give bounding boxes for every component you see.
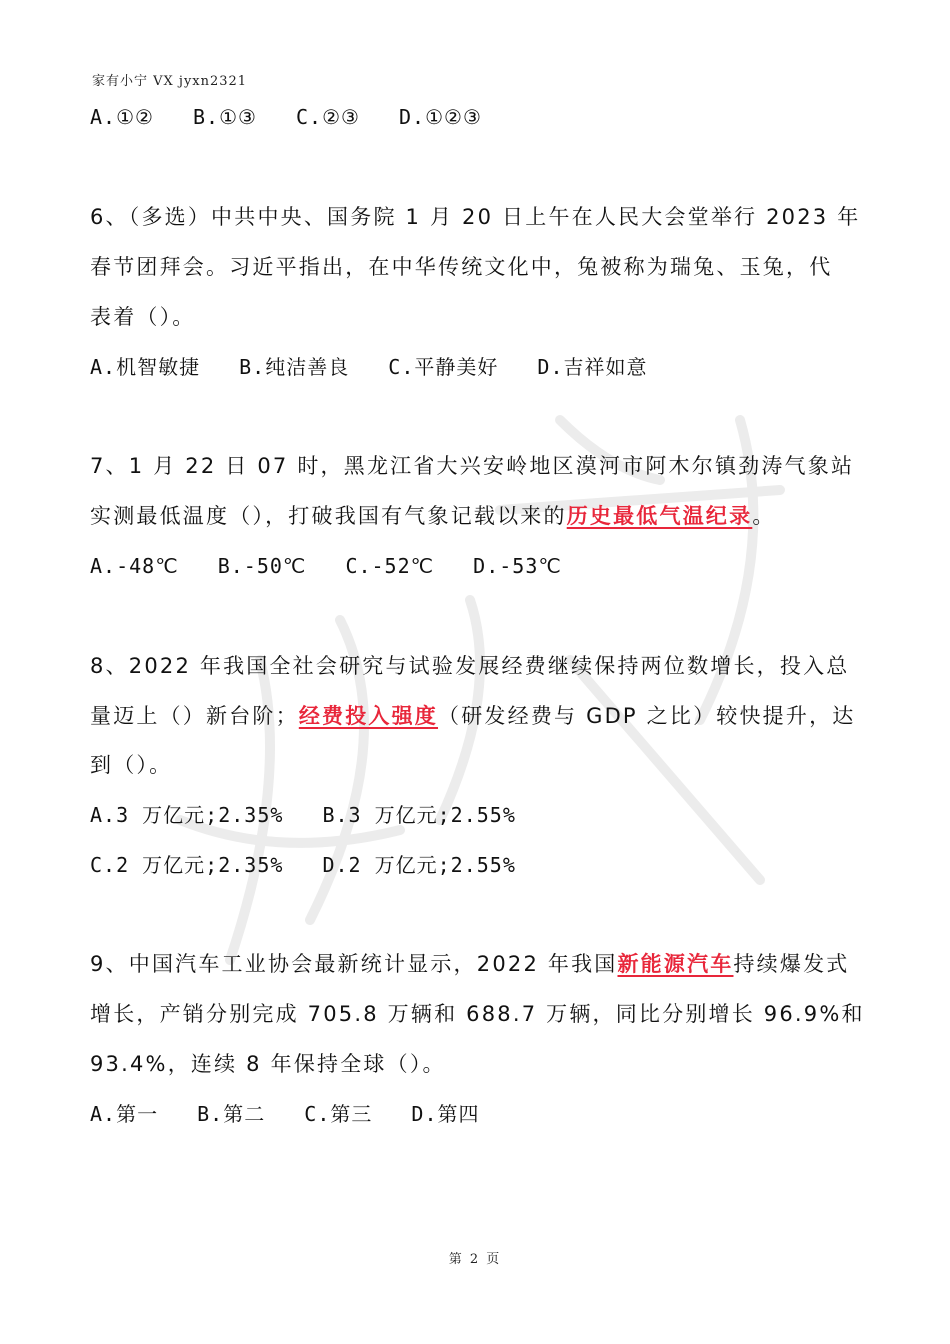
q5-option-d: D.①②③ — [399, 105, 482, 129]
q8-line-2-end: （研发经费与 GDP 之比）较快提升，达 — [438, 704, 856, 728]
q7-option-b: B.-50℃ — [217, 554, 307, 578]
q6-option-c: C.平静美好 — [388, 355, 499, 379]
q8-option-c: C.2 万亿元;2.35% — [90, 853, 284, 877]
header-note: 家有小宁 VX jyxn2321 — [92, 74, 248, 89]
q9-options — [90, 1101, 506, 1127]
q8-options-row-2 — [90, 852, 542, 878]
q7-line-2 — [90, 503, 776, 529]
q9-line-1-text: 9、中国汽车工业协会最新统计显示，2022 年我国 — [90, 952, 618, 976]
q5-option-c: C.②③ — [296, 105, 360, 129]
q7-option-a: A.-48℃ — [90, 554, 179, 578]
q7-highlight: 历史最低气温纪录 — [566, 504, 753, 528]
q6-option-d: D.吉祥如意 — [537, 355, 648, 379]
q7-line-1: 7、1 月 22 日 07 时，黑龙江省大兴安岭地区漠河市阿木尔镇劲涛气象站 — [90, 454, 855, 478]
q8-line-2-text: 量迈上（）新台阶； — [90, 704, 299, 728]
q9-highlight: 新能源汽车 — [617, 952, 734, 976]
q9-option-b: B.第二 — [197, 1102, 266, 1126]
q9-line-1-end: 持续爆发式 — [733, 952, 850, 976]
q6-line-3: 表着（）。 — [90, 305, 196, 329]
q7-line-2-end: 。 — [752, 504, 776, 528]
q8-options-row-1 — [90, 802, 542, 828]
q9-option-c: C.第三 — [304, 1102, 373, 1126]
q8-line-2 — [90, 703, 855, 729]
q6-option-b: B.纯洁善良 — [239, 355, 350, 379]
q9-line-2: 增长，产销分别完成 705.8 万辆和 688.7 万辆，同比分别增长 96.9%和 — [90, 1002, 865, 1026]
q9-option-d: D.第四 — [411, 1102, 480, 1126]
q8-option-a: A.3 万亿元;2.35% — [90, 803, 284, 827]
q6-options — [90, 354, 674, 380]
q6-line-1: 6、（多选）中共中央、国务院 1 月 20 日上午在人民大会堂举行 2023 年 — [90, 205, 861, 229]
q5-option-b: B.①③ — [193, 105, 257, 129]
q8-option-b: B.3 万亿元;2.55% — [322, 803, 516, 827]
q9-line-1 — [90, 951, 849, 977]
q8-highlight: 经费投入强度 — [298, 704, 439, 728]
q6-option-a: A.机智敏捷 — [90, 355, 201, 379]
page-number: 第 2 页 — [448, 1252, 502, 1267]
q8-line-3: 到（）。 — [90, 753, 173, 777]
q7-options — [90, 553, 588, 579]
q8-line-1: 8、2022 年我国全社会研究与试验发展经费继续保持两位数增长，投入总 — [90, 654, 850, 678]
q5-option-a: A.①② — [90, 105, 154, 129]
q5-options — [90, 104, 508, 130]
q7-option-c: C.-52℃ — [345, 554, 435, 578]
q7-line-2-text: 实测最低温度（），打破我国有气象记载以来的 — [90, 504, 567, 528]
q6-line-2: 春节团拜会。习近平指出，在中华传统文化中，兔被称为瑞兔、玉兔，代 — [90, 255, 833, 279]
q9-line-3: 93.4%，连续 8 年保持全球（）。 — [90, 1052, 446, 1076]
q8-option-d: D.2 万亿元;2.55% — [322, 853, 516, 877]
q7-option-d: D.-53℃ — [473, 554, 562, 578]
q9-option-a: A.第一 — [90, 1102, 159, 1126]
